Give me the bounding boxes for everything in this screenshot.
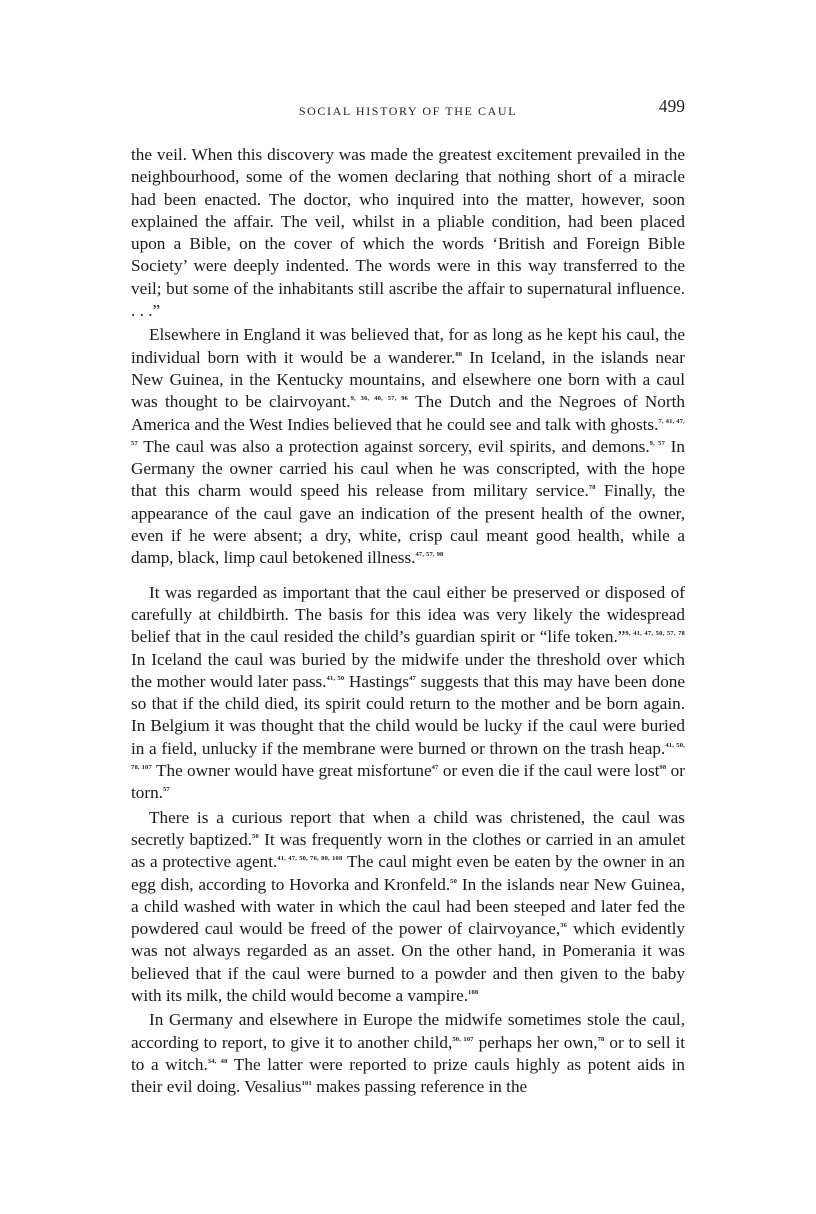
text-run: Finally, the appearance of the caul gave an indication of the present health of the owner, even if he were absent; a dry, white, crisp caul meant good health, while a damp, black, limp caul betokened illness.	[131, 481, 685, 568]
text-run: the veil. When this discovery was made the greatest excitement prevailed in the neighbourhood, some of the women declaring that nothing short of a miracle had been enacted. The doctor, who inquired into the matter, however, soon explained the affair. The veil, whilst in a pliable condition, had been placed upon a Bible, on the cover of which the words ‘British and Foreign Bible Society’ were deeply indented. The words were in this way transferred to the veil; but some of the inhabitants still ascribe the affair to supernatural influence. . . .”	[131, 145, 685, 321]
citation-marker: 50, 107	[452, 1035, 474, 1043]
page-number: 499	[658, 96, 685, 116]
text-run: It was frequently worn in the clothes or carried in an amulet as a protective agent.	[131, 829, 685, 872]
citation-marker: 41, 50, 78, 107	[131, 741, 685, 772]
citation-marker: 47	[431, 764, 439, 772]
citation-marker: 108	[468, 988, 479, 996]
citation-marker: 47, 57, 98	[415, 551, 444, 559]
body-text	[131, 144, 685, 1098]
running-title: SOCIAL HISTORY OF THE CAUL	[298, 104, 518, 118]
running-head	[131, 96, 685, 122]
text-run: In Germany and elsewhere in Europe the midwife sometimes stole the caul, according to report, to give it to another child,	[131, 1010, 685, 1052]
text-run: In Iceland the caul was buried by the midwife under the threshold over which the mother would later pass.	[131, 649, 685, 691]
citation-marker: 50	[450, 877, 458, 885]
citation-marker: 36	[560, 922, 568, 930]
text-run: Hastings	[344, 671, 410, 691]
paragraph	[131, 1009, 685, 1098]
text-run: The Dutch and the Negroes of North America and the West Indies believed that he could see and talk with ghosts.	[131, 392, 685, 434]
text-run: The caul might even be eaten by the owner in an egg dish, according to Hovorka and Kronfeld.	[131, 852, 685, 894]
paragraph	[131, 324, 685, 569]
citation-marker: 9, 36, 40, 57, 96	[350, 395, 409, 403]
text-run: or even die if the caul were lost	[438, 761, 660, 781]
citation-marker: 34, 48	[207, 1057, 228, 1065]
citation-marker: 57	[162, 786, 170, 794]
citation-marker: 41, 47, 50, 76, 80, 108	[277, 855, 343, 863]
citation-marker: 78	[597, 1035, 605, 1043]
text-run: or torn.	[131, 761, 685, 803]
text-run: The latter were reported to prize cauls highly as potent aids in their evil doing. Vesalius	[131, 1054, 686, 1097]
citation-marker: 88	[455, 350, 463, 358]
text-run: The caul was also a protection against sorcery, evil spirits, and demons.	[137, 436, 650, 456]
text-run: It was regarded as important that the caul either be preserved or disposed of carefully at childbirth. The basis for this idea was very likely the widespread belief that in the caul resided the child’s guardian spirit or “life token.”	[131, 582, 685, 647]
text-run: Elsewhere in England it was believed that, for as long as he kept his caul, the individual born with it would be a wanderer.	[131, 325, 685, 367]
citation-marker: 78	[588, 484, 596, 492]
paragraph	[131, 582, 685, 805]
paragraph	[131, 144, 685, 322]
citation-marker: 7, 41, 47, 57	[131, 417, 686, 447]
text-run: suggests that this may have been done so that if the child died, its spirit could return to the mother and be born again. In Belgium it was thought that the child would be lucky if the caul were buried in a field, unlucky if the membrane were burned or thrown on the trash heap.	[131, 671, 686, 758]
text-run: The owner would have great misfortune	[151, 761, 432, 781]
citation-marker: 9, 41, 47, 50, 57, 78	[625, 630, 685, 638]
text-run: In Germany the owner carried his caul when he was conscripted, with the hope that this charm would speed his release from military service.	[131, 436, 685, 501]
citation-marker: 98	[659, 764, 667, 772]
text-run: or to sell it to a witch.	[131, 1032, 686, 1074]
page-content	[131, 96, 685, 1098]
text-run: makes passing reference in the	[311, 1077, 528, 1097]
citation-marker: 9, 57	[649, 439, 666, 447]
text-run: In Iceland, in the islands near New Guinea, in the Kentucky mountains, and elsewhere one born with a caul was thought to be clairvoyant.	[131, 347, 685, 412]
citation-marker: 41, 50	[326, 674, 345, 682]
citation-marker: 101	[301, 1080, 312, 1088]
citation-marker: 50	[252, 832, 259, 840]
citation-marker: 47	[409, 674, 416, 682]
text-run: perhaps her own,	[473, 1032, 598, 1052]
text-run: In the islands near New Guinea, a child washed with water in which the caul had been steeped and later fed the powdered caul would be freed of the power of clairvoyance,	[131, 874, 685, 939]
text-run: which evidently was not always regarded as an asset. On the other hand, in Pomerania it was believed that if the caul were burned to a powder and then given to the baby with its milk, the child would become a vampire.	[131, 919, 685, 1005]
paragraph	[131, 807, 685, 1008]
text-run: There is a curious report that when a child was christened, the caul was secretly baptized.	[131, 807, 685, 849]
